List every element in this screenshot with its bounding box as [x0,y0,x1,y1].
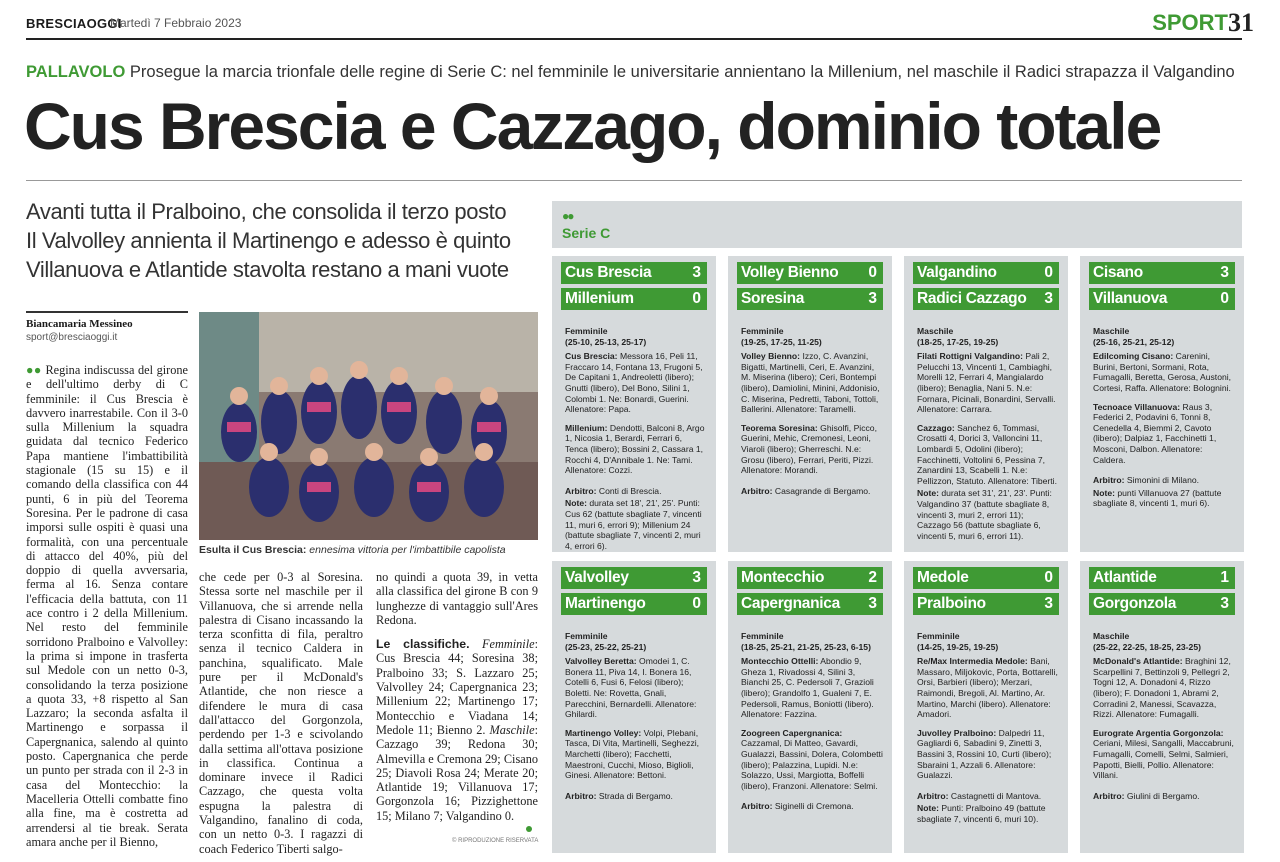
team-name: Millenium [565,290,634,307]
team-score-row [561,593,707,615]
caption-text: ennesima vittoria per l'imbattibile capolista [309,544,506,556]
match-category: Femminile [917,631,960,641]
referee-label: Arbitro: [565,790,597,801]
team-score-row [1089,593,1235,615]
standings-women: Cus Brescia 44; Soresina 38; Pralboino 33; S. Lazzaro 25; Valvolley 24; Capergnanica 23; Millenium 22; Martinengo 17; Montecchio e Viadana 14; Medole 11; Bienno 2. [376,651,538,737]
notes-label: Note: [1093,487,1115,498]
lineup-away [917,728,1059,781]
match-box [728,256,892,552]
team-name: Martinengo [565,595,646,612]
team-score: 3 [1044,595,1053,612]
match-notes [917,803,1059,824]
notes-label: Note: [917,488,939,499]
article-text: che cede per 0-3 al Soresina. Stessa sorte nel maschile per il Villanuova, che si arrende nella palestra di Cisano incassando la terza sconfitta di fila, peraltro senza il tecnico Caldera in panchina, squalificato. Male pure per il McDonald's Atlantide, che non riesce a difendere le mura di casa dall'attacco del Gorgonzola, perdendo per 1-3 e scivolando dalla settima all'ottava posizione in classifica. Continua a dominare invece il Radici Cazzago, che questa volta espugna la palestra di Valgandino, fanalino di coda, con un netto 0-3. I ragazzi di coach Federico Tiberti salgo- [199,570,363,856]
article-text: no quindi a quota 39, in vetta alla classifica del girone B con 9 lunghezze di vantaggio sull'Ares Redona. [376,570,538,627]
lineup-away-team: Zoogreen Capergnanica: [741,727,843,738]
lineup-home [917,351,1059,415]
referee-name: Casagrande di Bergamo. [774,485,871,496]
lineup-away-team: Millenium: [565,422,608,433]
set-scores: (18-25, 17-25, 19-25) [917,336,999,347]
notes-label: Note: [565,498,587,509]
subhead-line: Villanuova e Atlantide stavolta restano a mani vuote [26,257,509,282]
lineup-away [1093,728,1235,781]
match-notes [1093,488,1235,509]
team-name: Radici Cazzago [917,290,1027,307]
referee [1093,791,1235,802]
headline: Cus Brescia e Cazzago, dominio totale [24,89,1161,163]
team-score: 3 [1044,290,1053,307]
kicker [26,63,1242,82]
team-name: Montecchio [741,569,825,586]
masthead [26,10,1254,38]
team-score: 0 [868,264,877,281]
article-column-3 [376,570,538,823]
header-rule [26,38,1242,40]
lineup-away-players: Dendotti, Balconi 8, Argo 1, Nicosia 1, Berardi, Ferrari 6, Tenca (libero); Bossini 2, Cassara 1, Rocchi 4, D'Annibale 1. Ne: Tami. Allenatore: Cozzi. [565,422,705,476]
lineup-home-players: Carenini, Burini, Bertoni, Sormani, Rota, Fumagalli, Beretta, Gerosa, Austoni, Cortesi, Raffa. Allenatore: Bolognini. [1093,351,1232,393]
referee-label: Arbitro: [741,485,773,496]
issue-date: Martedì 7 Febbraio 2023 [110,16,242,30]
team-score-row [561,262,707,284]
set-scores: (25-22, 22-25, 18-25, 23-25) [1093,641,1201,652]
page-number: 31 [1228,8,1254,37]
team-score-row [737,593,883,615]
article-column-1 [26,363,188,849]
team-name: Pralboino [917,595,986,612]
lineup-home-players: Messora 16, Peli 11, Fraccaro 14, Fontana 13, Frugoni 5, De Capitani 1, Andreoletti (libero); Gnutti (libero), Del Bono, Silini 1, Colombi 1. Ne: Bonardi, Guerini. Allenatore: Papa. [565,351,703,415]
lineup-home-players: Braghini 12, Scarpellini 7, Bettinzoli 9, Pellegri 2, Togni 12, A. Donadoni 4, Rizzo (libero); F. Donadoni 1, Abrami 2, Corradini 2, Manessi, Scavazza, Rizzi. Allenatore: Fumagalli. [1093,656,1231,720]
team-score-row [1089,567,1235,589]
lineup-away [917,423,1059,487]
lineup-away-players: Cazzamal, Di Matteo, Gavardi, Gualazzi, Bassini, Dolera, Colombetti (libero); Palazzina, Lupidi. N.e: Solazzo, Ussi, Margiotta, Boffelli (libero), Franzoni. Allenatore: Selmi. [741,738,883,791]
lineup-home-team: Volley Bienno: [741,351,801,362]
notes-label: Note: [917,803,939,814]
lineup-home [917,656,1059,720]
referee-name: Giulini di Bergamo. [1126,790,1200,801]
match-box [904,561,1068,853]
match-details [565,314,707,551]
team-score-row [561,288,707,310]
headline-rule [26,180,1242,181]
lineup-away [741,423,883,476]
set-scores: (25-23, 25-22, 25-21) [565,641,647,652]
referee-name: Siginelli di Cremona. [774,801,854,812]
team-score: 0 [1044,569,1053,586]
kicker-text: Prosegue la marcia trionfale delle regine di Serie C: nel femminile le universitarie annientano la Millenium, nel maschile il Radici strapazza il Valgandino [129,63,1235,81]
team-score-row [913,567,1059,589]
referee [741,486,883,497]
subhead-line: Avanti tutta il Pralboino, che consolida il terzo posto [26,199,507,224]
match-box [552,561,716,853]
team-score-row [737,288,883,310]
bullet-dots: ●● [26,363,42,377]
team-name: Capergnanica [741,595,840,612]
kicker-tag: PALLAVOLO [26,63,126,81]
standings-men-label: Maschile [489,722,535,737]
match-details [917,619,1059,825]
standings-title: Le classifiche. [376,637,470,652]
serie-dots: ●● [562,209,573,223]
lineup-away-team: Eurograte Argentia Gorgonzola: [1093,727,1224,738]
referee-label: Arbitro: [1093,790,1125,801]
lineup-home-players: Izzo, C. Avanzini, Bigatti, Martinelli, Ceri, E. Avanzini, M. Miserina (libero); Ceri, Bontempi (libero), Damiolini, Minini, Addonisio, C. Miserina, Pedretti, Taboni, Tottoli, Ballerini. Allenatore: Taramelli. [741,351,880,415]
team-name: Valgandino [917,264,997,281]
match-category: Femminile [565,326,608,336]
team-name: Gorgonzola [1093,595,1177,612]
photo-caption [199,544,544,556]
lineup-away-players: Raus 3, Federici 2, Podavini 6, Tonni 8, Cenedella 4, Biemmi 2, Cavoto (libero); Dalpiaz 1, Facchinetti 1, Mosconi, Dalbon. Allenatore: Caldera. [1093,401,1217,465]
lineup-home [1093,351,1235,393]
article-column-2 [199,570,363,856]
team-score-row [913,593,1059,615]
lineup-away [741,728,883,792]
match-box [552,256,716,552]
match-box [904,256,1068,552]
lineup-home [565,351,707,415]
team-score: 0 [1044,264,1053,281]
match-details [917,314,1059,541]
lineup-home [565,656,707,720]
team-score: 3 [692,264,701,281]
team-name: Atlantide [1093,569,1157,586]
lineup-home-team: Edilcoming Cisano: [1093,351,1174,362]
lineup-away-team: Cazzago: [917,422,955,433]
referee-label: Arbitro: [565,485,597,496]
lineup-away-team: Tecnoace Villanuova: [1093,401,1181,412]
match-category: Maschile [1093,631,1130,641]
set-scores: (19-25, 17-25, 11-25) [741,336,822,347]
team-score-row [561,567,707,589]
match-category: Maschile [1093,326,1130,336]
team-score: 1 [1220,569,1229,586]
team-score-row [737,262,883,284]
byline-rule [26,311,188,313]
newspaper-name: BRESCIAOGGI [26,16,122,31]
team-score: 3 [692,569,701,586]
caption-lead: Esulta il Cus Brescia: [199,544,307,556]
match-category: Femminile [741,326,784,336]
team-score: 0 [692,595,701,612]
team-name: Cisano [1093,264,1143,281]
team-score: 3 [1220,264,1229,281]
subheadline [26,197,546,284]
notes-text: punti Villanuova 27 (battute sbagliate 8, vincenti 1, muri 6). [1093,487,1222,509]
set-scores: (25-10, 25-13, 25-17) [565,336,647,347]
team-score: 0 [692,290,701,307]
copyright-note: © RIPRODUZIONE RISERVATA [452,838,539,844]
standings: Le classifiche. Femminile: Cus Brescia 44; Soresina 38; Pralboino 33; S. Lazzaro 25; Valvolley 24; Capergnanica 23; Millenium 22; Martinengo 17; Montecchio e Viadana 14; Medole 11; Bienno 2. Maschile: Cazzago 39; Redona 30; Almevilla e Cremona 29; Cisano 25; Diavoli Rosa 24; Merate 20; Atlantide 19; Villanuova 17; Gorgonzola 16; Pizzighettone 15; Milano 7; Valgandino 0. [376,637,539,823]
lineup-home-players: Omodei 1, C. Bonera 11, Piva 14, I. Bonera 16, Cotelli 6, Fusi 6, Felosi (libero); Boletti. Ne: Rovetta, Gnali, Parecchini, Bernardelli. Allenatore: Ghilardi. [565,656,697,720]
match-details [1093,314,1235,509]
lineup-home-team: Re/Max Intermedia Medole: [917,656,1028,667]
notes-text: durata set 18', 21', 25'. Punti: Cus 62 (battute sbagliate 7, vincenti 11, muri 6, errori 9); Millenium 24 (battute sbagliate 7, vincenti 2, muri 4, errori 6). [565,498,702,551]
lineup-home-team: Montecchio Ottelli: [741,656,819,667]
lineup-away [565,423,707,476]
team-photo [199,312,538,540]
lineup-away-players: Volpi, Plebani, Tasca, Di Vita, Martinelli, Seghezzi, Marchetti (libero); Facchetti, Maestroni, Cucchi, Mioso, Biglioli, Ginesi. Allenatore: Bettoni. [565,727,700,781]
subhead-line: Il Valvolley annienta il Martinengo e adesso è quinto [26,228,511,253]
referee-name: Strada di Bergamo. [598,790,673,801]
match-details [741,314,883,496]
referee [917,791,1059,802]
team-score-row [737,567,883,589]
article-text: Regina indiscussa del girone e dell'ultimo derby di C femminile: il Cus Brescia è davvero inarrestabile. Con il 3-0 sulla Millenium la squadra guidata dal tecnico Federico Papa mantiene l'imbattibilità stagionale (15 su 15) e il comando della classifica con 44 punti, 6 in più del Teorema Soresina. Per le padrone di casa imporsi sulle ospiti è quasi una formalità, con una percentuale di attacco del 40%, più del doppio di quella avversaria, ferma al 16. Senza contare l'efficacia della battuta, con 11 ace contro i 2 della Millenium. Nel resto del femminile sorridono Pralboino e Valvolley: la prima si impone in trasferta sul Medole con un netto 0-3, consolidando la terza posizione a quota 33, +8 rispetto al San Lazzaro; la seconda asfalta il Martinengo e sorpassa il Capergnanica, salendo al quinto posto. Capergnanica che perde un punto per strada con il 2-3 in casa del Montecchio: la Macelleria Ottelli combatte fino alla fine, ma è costretta ad arrendersi al tie break. Serata amara anche per il Bienno, [26,363,189,849]
team-score-row [913,288,1059,310]
standings-women-label: Femminile [482,637,535,652]
team-score: 3 [1220,595,1229,612]
lineup-home [1093,656,1235,720]
lineup-away-players: Ghisolfi, Picco, Guerini, Mehic, Cremonesi, Leoni, Viaroli (libero); Gherreschi. N.e: Grosu (libero), Ferrari, Periti, Pizzi. Allenatore: Morandi. [741,422,877,476]
referee-name: Simonini di Milano. [1126,475,1200,486]
match-category: Femminile [741,631,784,641]
lineup-home-team: Cus Brescia: [565,351,618,362]
referee-label: Arbitro: [741,801,773,812]
team-name: Volley Bienno [741,264,839,281]
team-name: Medole [917,569,969,586]
team-photo-illustration [199,312,538,540]
team-score: 3 [868,595,877,612]
lineup-home-players: Bani, Massaro, Miljokovic, Porta, Bottarelli, Orsi, Barbieri (libero); Merzari, Raimondi, Bregoli, Al. Martino, Ar. Martino, Marchi (libero). Allenatore: Amadori. [917,656,1058,720]
lineup-away-players: Dalpedri 11, Gagliardi 6, Sabadini 9, Zinetti 3, Bassini 3, Rossini 10, Curti (libero); Sbaraini 1, Azzali 6. Allenatore: Gualazzi. [917,727,1052,781]
referee-name: Conti di Brescia. [598,485,662,496]
lineup-away-team: Juvolley Pralboino: [917,727,997,738]
byline [26,311,188,343]
lineup-away-players: Sanchez 6, Tommasi, Crosatti 4, Dorici 3, Valloncini 11, Lombardi 5, Odolini (libero); Facchinetti, Voltolini 6, Pessina 7, Zanardini 13, Scabelli 1. N.e: Pellizzon, Statuto. Allenatore: Tiberti. [917,422,1057,486]
match-notes [917,488,1059,541]
standings-men: Cazzago 39; Redona 30; Almevilla e Cremona 29; Cisano 25; Diavoli Rosa 24; Merate 20; Atlantide 19; Villanuova 17; Gorgonzola 16; Pizzighettone 15; Milano 7; Valgandino 0. [376,737,538,823]
end-mark [526,826,532,832]
lineup-away-players: Ceriani, Milesi, Sangalli, Maccabruni, Fumagalli, Comelli, Selmi, Salmieri, Papotti, Bielli, Pollio. Allenatore: Villani. [1093,738,1234,781]
set-scores: (25-16, 25-21, 25-12) [1093,336,1175,347]
lineup-home [741,656,883,720]
lineup-home [741,351,883,415]
lineup-away [565,728,707,781]
lineup-home-team: Valvolley Beretta: [565,656,637,667]
notes-text: Punti: Pralboino 49 (battute sbagliate 7, vincenti 6, muri 10). [917,803,1046,824]
referee [1093,475,1235,486]
team-score-row [1089,288,1235,310]
team-score: 0 [1220,290,1229,307]
lineup-away-team: Martinengo Volley: [565,727,642,738]
referee [565,791,707,802]
team-name: Cus Brescia [565,264,652,281]
referee-label: Arbitro: [917,790,949,801]
lineup-home-team: Filati Rottigni Valgandino: [917,351,1023,362]
lineup-home-players: Abondio 9, Gheza 1, Rivadossi 4, Silini 3, Bianchi 25, C. Pedersoli 7, Grazioli (libero); Grandolfo 1, Gualeni 7, E. Pedersoli, Ramus, Boniotti (libero). Allenatore: Fazzina. [741,656,874,720]
referee-label: Arbitro: [1093,475,1125,486]
author-email[interactable]: sport@bresciaoggi.it [26,332,118,343]
match-box [1080,256,1244,552]
team-name: Soresina [741,290,805,307]
match-box [1080,561,1244,853]
serie-c-header [552,201,1242,248]
match-notes [565,498,707,551]
match-details [565,619,707,801]
team-score: 2 [868,569,877,586]
team-name: Valvolley [565,569,629,586]
match-details [741,619,883,812]
section-name: SPORT [1152,10,1228,35]
match-category: Maschile [917,326,954,336]
notes-text: durata set 31', 21', 23'. Punti: Valgandino 37 (battute sbagliate 8, vincenti 3, muri 2, errori 11); Cazzago 56 (battute sbagliate 6, vincenti 5, muri 6, errori 11). [917,488,1052,541]
team-score: 3 [868,290,877,307]
team-score-row [913,262,1059,284]
set-scores: (18-25, 25-21, 21-25, 25-23, 6-15) [741,641,871,652]
serie-title: Serie C [562,225,611,241]
lineup-home-team: McDonald's Atlantide: [1093,656,1183,667]
lineup-away [1093,402,1235,466]
referee [741,801,883,812]
match-category: Femminile [565,631,608,641]
referee [565,486,707,497]
referee-name: Castagnetti di Mantova. [950,790,1042,801]
lineup-away-team: Teorema Soresina: [741,422,818,433]
match-box [728,561,892,853]
team-score-row [1089,262,1235,284]
match-details [1093,619,1235,801]
set-scores: (14-25, 19-25, 19-25) [917,641,999,652]
author-name: Biancamaria Messineo [26,318,133,330]
team-name: Villanuova [1093,290,1168,307]
lineup-home-players: Pali 2, Pelucchi 13, Vincenti 1, Cambiaghi, Morelli 12, Ferrari 4, Mangialardo (libero); Benaglia, Nani 5. N.e: Fornara, Picinali, Bonardini, Servalli. Allenatore: Carrara. [917,351,1056,415]
